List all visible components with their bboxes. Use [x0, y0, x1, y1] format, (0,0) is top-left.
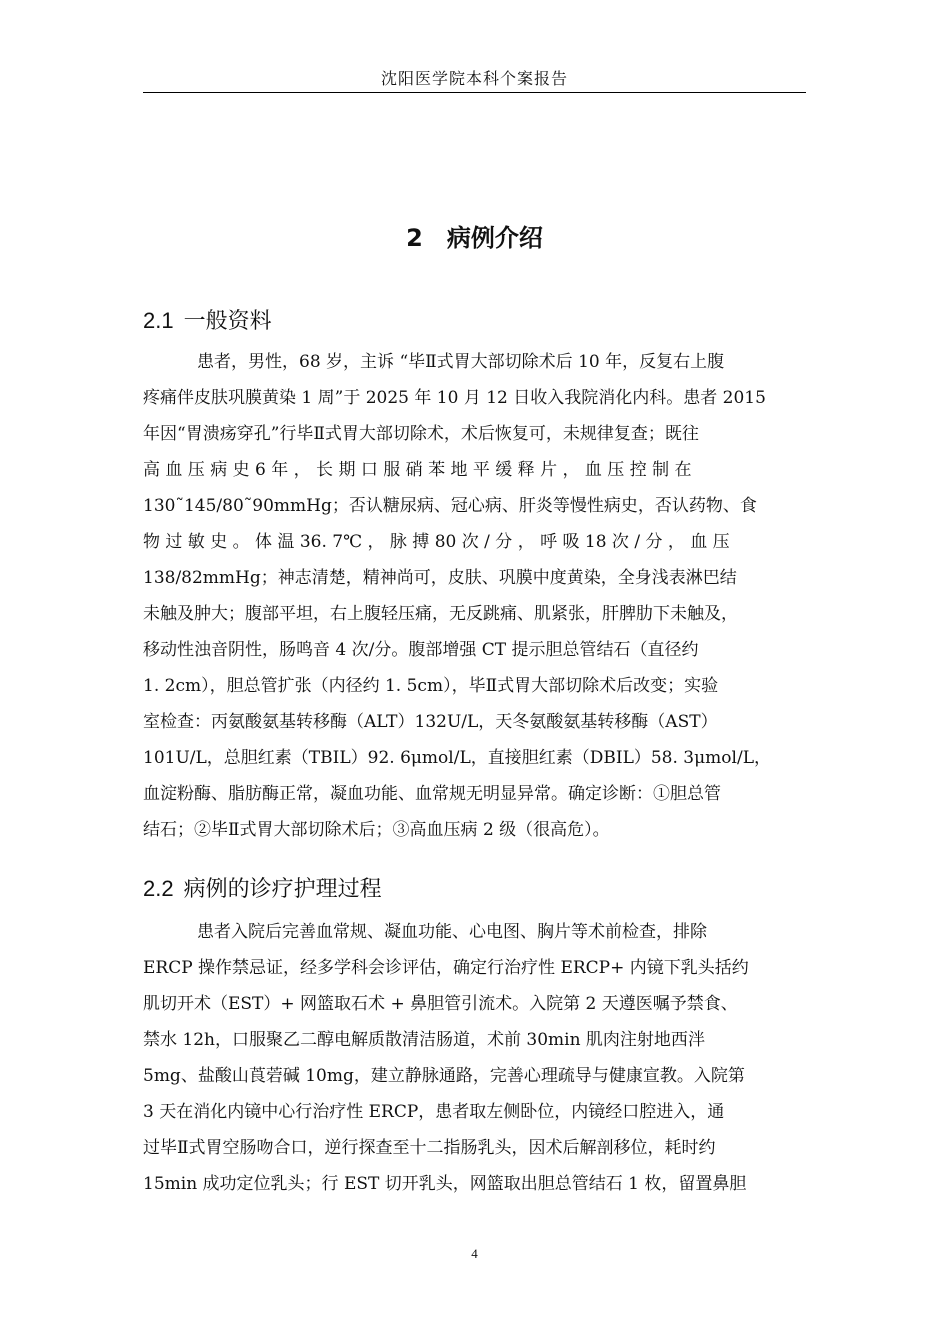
text-line: 患者，男性，68 岁，主诉 “毕Ⅱ式胃大部切除术后 10 年，反复右上腹 [197, 352, 725, 372]
text-line: 禁水 12h，口服聚乙二醇电解质散清洁肠道，术前 30min 肌肉注射地西泮 [143, 1030, 705, 1050]
header-title: 沈阳医学院本科个案报告 [380, 69, 568, 88]
text-line: ERCP 操作禁忌证，经多学科会诊评估，确定行治疗性 ERCP+ 内镜下乳头括约 [143, 958, 749, 978]
text-line: 过毕Ⅱ式胃空肠吻合口，逆行探查至十二指肠乳头，因术后解剖移位，耗时约 [143, 1138, 716, 1158]
text-line: 结石；②毕Ⅱ式胃大部切除术后；③高血压病 2 级（很高危）。 [143, 820, 610, 840]
text-line: 3 天在消化内镜中心行治疗性 ERCP，患者取左侧卧位，内镜经口腔进入，通 [143, 1102, 725, 1122]
text-line: 物 过 敏 史 。 体 温 36. 7℃ ， 脉 搏 80 次 / 分 ， 呼 吸 18 次 / 分 ， 血 压 [143, 532, 730, 552]
text-line: 移动性浊音阴性，肠鸣音 4 次/分。腹部增强 CT 提示胆总管结石（直径约 [143, 640, 699, 660]
text-line: 未触及肿大；腹部平坦，右上腹轻压痛，无反跳痛、肌紧张，肝脾肋下未触及， [143, 604, 738, 624]
text-line: 5mg、盐酸山莨菪碱 10mg，建立静脉通路，完善心理疏导与健康宣教。入院第 [143, 1066, 745, 1086]
page-header [143, 66, 806, 93]
page-number: 4 [471, 1246, 478, 1261]
section-title: 病例的诊疗护理过程 [183, 877, 382, 902]
text-line: 肌切开术（EST）+ 网篮取石术 + 鼻胆管引流术。入院第 2 天遵医嘱予禁食、 [143, 994, 738, 1014]
text-line: 130˜145/80˜90mmHg；否认糖尿病、冠心病、肝炎等慢性病史，否认药物、食 [143, 496, 757, 516]
section-heading-general-info [143, 304, 806, 339]
text-line: 室检查：丙氨酸氨基转移酶（ALT）132U/L，天冬氨酸氨基转移酶（AST） [143, 712, 718, 732]
chapter-title: 2 病例介绍 [406, 224, 543, 252]
paragraph-treatment-process [143, 914, 806, 1202]
section-number: 2.2 [143, 876, 174, 901]
text-line: 1. 2cm），胆总管扩张（内径约 1. 5cm），毕Ⅱ式胃大部切除术后改变；实验 [143, 676, 719, 696]
section-heading-treatment-process [143, 872, 806, 907]
text-line: 138/82mmHg；神志清楚，精神尚可，皮肤、巩膜中度黄染，全身浅表淋巴结 [143, 568, 737, 588]
text-line: 101U/L，总胆红素（TBIL）92. 6μmol/L，直接胆红素（DBIL）58. 3μmol/L， [143, 748, 771, 768]
text-line: 患者入院后完善血常规、凝血功能、心电图、胸片等术前检查，排除 [197, 922, 707, 942]
section-title: 一般资料 [183, 309, 272, 334]
text-line: 疼痛伴皮肤巩膜黄染 1 周”于 2025 年 10 月 12 日收入我院消化内科。患者 2015 [143, 388, 766, 408]
text-line: 血淀粉酶、脂肪酶正常，凝血功能、血常规无明显异常。确定诊断：①胆总管 [143, 784, 721, 804]
text-line: 15min 成功定位乳头；行 EST 切开乳头，网篮取出胆总管结石 1 枚，留置鼻胆 [143, 1174, 747, 1194]
text-line: 高 血 压 病 史 6 年 ， 长 期 口 服 硝 苯 地 平 缓 释 片 ， 血 压 控 制 在 [143, 460, 692, 480]
paragraph-general-info [143, 344, 806, 848]
text-line: 年因“胃溃疡穿孔”行毕Ⅱ式胃大部切除术，术后恢复可，未规律复查；既往 [143, 424, 699, 444]
section-number: 2.1 [143, 308, 174, 333]
